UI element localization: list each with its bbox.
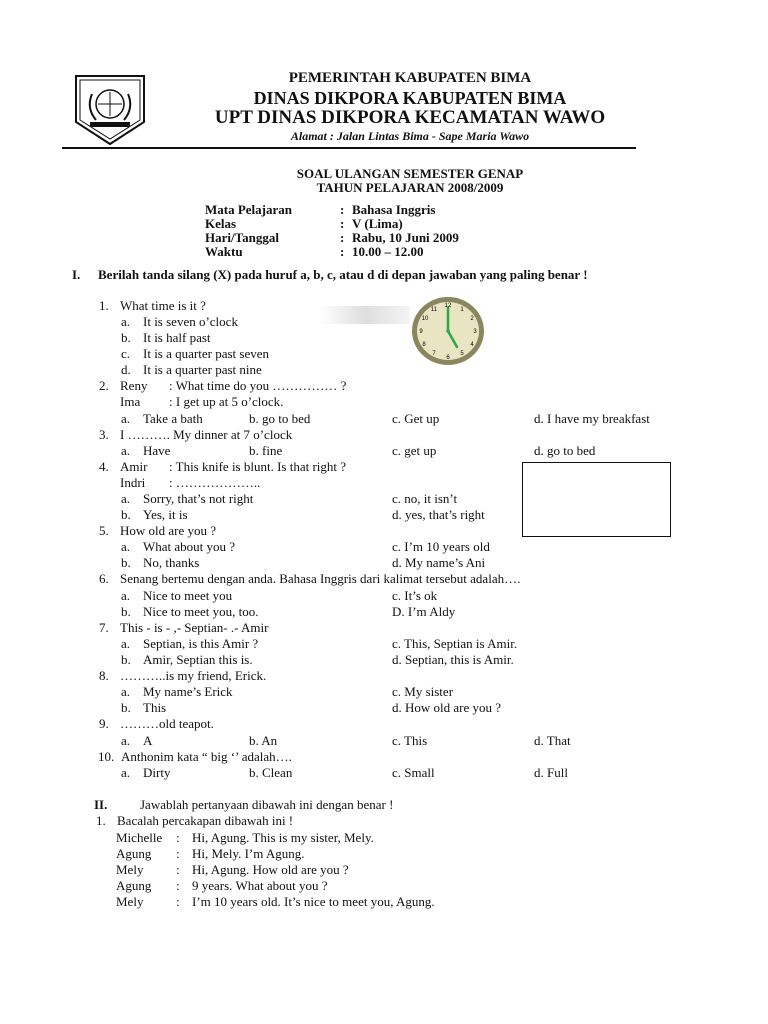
option-letter: a.	[121, 539, 131, 554]
option-text: This	[143, 700, 167, 715]
option-d: d. Septian, this is Amir.	[392, 652, 514, 667]
option-text: It is a quarter past seven	[143, 346, 269, 361]
question-text: I ………. My dinner at 7 o’clock	[120, 427, 293, 442]
clock-number: 6	[446, 355, 450, 361]
option-c: c. Get up	[392, 411, 440, 426]
option-text: My name’s Erick	[143, 684, 233, 699]
option-letter: a.	[121, 636, 131, 651]
dialog-speaker: Mely	[116, 862, 144, 877]
option-text: What about you ?	[143, 539, 236, 554]
option-d: d. go to bed	[534, 443, 596, 458]
option-text: Yes, it is	[143, 507, 188, 522]
option-letter: a.	[121, 443, 131, 458]
option-letter: c.	[121, 346, 131, 361]
speaker: Reny	[120, 378, 148, 393]
info-sep: :	[340, 230, 345, 245]
section1-number: I.	[72, 267, 81, 282]
info-sep: :	[340, 202, 345, 217]
question-number: 6.	[99, 571, 109, 586]
question-text: How old are you ?	[120, 523, 217, 538]
clock-number: 9	[419, 329, 423, 335]
option-letter: a.	[121, 733, 131, 748]
header-line1: PEMERINTAH KABUPATEN BIMA	[288, 70, 532, 86]
question-number: 10.	[98, 749, 115, 764]
dialog-line: Hi, Agung. How old are you ?	[192, 862, 349, 877]
option-text: Septian, is this Amir ?	[143, 636, 259, 651]
header-line3: UPT DINAS DIKPORA KECAMATAN WAWO	[214, 107, 606, 128]
option-text: Sorry, that’s not right	[143, 491, 254, 506]
info-sep: :	[340, 244, 345, 259]
option-b: b. fine	[249, 443, 283, 458]
option-c: c. no, it isn’t	[392, 491, 458, 506]
option-c: c. This, Septian is Amir.	[392, 636, 518, 651]
option-text: It is seven o’clock	[143, 314, 238, 329]
option-letter: b.	[121, 555, 131, 570]
info-label: Waktu	[205, 244, 243, 259]
option-letter: a.	[121, 491, 131, 506]
option-text: It is a quarter past nine	[143, 362, 262, 377]
dialog-speaker: Mely	[116, 894, 144, 909]
question-text: Bacalah percakapan dibawah ini !	[117, 813, 294, 828]
info-label: Kelas	[205, 216, 237, 231]
option-c: c. This	[392, 733, 428, 748]
speaker: Indri	[120, 475, 146, 490]
info-sep: :	[340, 216, 345, 231]
option-d: d. My name’s Ani	[392, 555, 486, 570]
option-text: Nice to meet you	[143, 588, 233, 603]
option-text: A	[143, 733, 153, 748]
question-number: 1.	[96, 813, 106, 828]
dialog-sep: :	[176, 846, 180, 861]
section2-instruction: Jawablah pertanyaan dibawah ini dengan benar !	[140, 797, 394, 812]
option-d: D. I’m Aldy	[392, 604, 456, 619]
option-text: Amir, Septian this is.	[143, 652, 253, 667]
question-text: What time is it ?	[120, 298, 206, 313]
option-letter: a.	[121, 684, 131, 699]
clock-number: 10	[421, 316, 429, 322]
section2-number: II.	[94, 797, 108, 812]
question-number: 2.	[99, 378, 109, 393]
logo	[68, 74, 152, 146]
option-letter: b.	[121, 652, 131, 667]
image-placeholder-box	[522, 462, 671, 537]
option-text: Dirty	[143, 765, 171, 780]
exam-title2: TAHUN PELAJARAN 2008/2009	[316, 180, 504, 195]
exam-title1: SOAL ULANGAN SEMESTER GENAP	[296, 166, 524, 181]
question-number: 1.	[99, 298, 109, 313]
info-value: Rabu, 10 Juni 2009	[352, 230, 459, 245]
emblem-icon	[68, 74, 152, 146]
option-b: b. Clean	[249, 765, 293, 780]
question-text: ………..is my friend, Erick.	[120, 668, 267, 683]
option-text: Nice to meet you, too.	[143, 604, 259, 619]
speaker: Ima	[120, 394, 141, 409]
header-line2: DINAS DIKPORA KABUPATEN BIMA	[253, 88, 567, 108]
speaker: Amir	[120, 459, 148, 474]
option-letter: b.	[121, 700, 131, 715]
info-label: Hari/Tanggal	[205, 230, 279, 245]
clock-number: 7	[432, 351, 436, 357]
question-text: ………old teapot.	[120, 716, 214, 731]
dialog-line: 9 years. What about you ?	[192, 878, 328, 893]
info-label: Mata Pelajaran	[205, 202, 293, 217]
option-letter: a.	[121, 765, 131, 780]
clock-number: 11	[430, 307, 438, 313]
option-letter: b.	[121, 330, 131, 345]
option-d: d. Full	[534, 765, 568, 780]
question-text: Senang bertemu dengan anda. Bahasa Inggris dari kalimat tersebut adalah….	[120, 571, 521, 586]
option-c: c. I’m 10 years old	[392, 539, 490, 554]
clock-number: 2	[470, 316, 474, 322]
clock-number: 12	[444, 303, 452, 309]
dialog-sep: :	[176, 862, 180, 877]
option-text: It is half past	[143, 330, 211, 345]
question-number: 7.	[99, 620, 109, 635]
option-c: c. Small	[392, 765, 435, 780]
question-number: 9.	[99, 716, 109, 731]
dialog-sep: :	[176, 894, 180, 909]
question-text: Anthonim kata “ big ‘’ adalah….	[121, 749, 292, 764]
header-address: Alamat : Jalan Lintas Bima - Sape Maria Wawo	[290, 129, 530, 143]
question-number: 3.	[99, 427, 109, 442]
question-number: 4.	[99, 459, 109, 474]
clock-number: 1	[460, 307, 464, 313]
dialog-speaker: Michelle	[116, 830, 163, 845]
option-d: d. yes, that’s right	[392, 507, 485, 522]
clock-number: 5	[460, 351, 464, 357]
option-b: b. An	[249, 733, 278, 748]
clock-number: 4	[470, 342, 474, 348]
info-value: Bahasa Inggris	[352, 202, 436, 217]
clock-number: 3	[473, 329, 477, 335]
clock-shadow	[320, 306, 410, 324]
option-c: c. It’s ok	[392, 588, 438, 603]
option-d: d. How old are you ?	[392, 700, 502, 715]
dialog-speaker: Agung	[116, 846, 152, 861]
dialog-sep: :	[176, 878, 180, 893]
dialog-line: Hi, Agung. This is my sister, Mely.	[192, 830, 374, 845]
option-letter: d.	[121, 362, 131, 377]
dialog-line: : This knife is blunt. Is that right ?	[169, 459, 347, 474]
clock-icon	[410, 296, 486, 366]
question-text: This - is - ,- Septian- .- Amir	[120, 620, 269, 635]
info-value: V (Lima)	[352, 216, 403, 231]
option-letter: b.	[121, 604, 131, 619]
option-text: Take a bath	[143, 411, 203, 426]
clock-image	[320, 296, 495, 368]
clock-number: 8	[422, 342, 426, 348]
option-letter: a.	[121, 411, 131, 426]
dialog-line: : I get up at 5 o’clock.	[169, 394, 284, 409]
dialog-sep: :	[176, 830, 180, 845]
question-number: 5.	[99, 523, 109, 538]
dialog-line: : What time do you …………… ?	[169, 378, 347, 393]
info-value: 10.00 – 12.00	[352, 244, 424, 259]
option-text: No, thanks	[143, 555, 200, 570]
dialog-line: : ………………..	[169, 475, 261, 490]
dialog-speaker: Agung	[116, 878, 152, 893]
section1-instruction: Berilah tanda silang (X) pada huruf a, b, c, atau d di depan jawaban yang paling benar !	[98, 267, 588, 282]
header-rule	[62, 147, 636, 149]
option-b: b. go to bed	[249, 411, 311, 426]
option-c: c. get up	[392, 443, 437, 458]
dialog-line: Hi, Mely. I’m Agung.	[192, 846, 305, 861]
option-c: c. My sister	[392, 684, 454, 699]
dialog-line: I’m 10 years old. It’s nice to meet you, Agung.	[192, 894, 435, 909]
option-letter: b.	[121, 507, 131, 522]
option-d: d. That	[534, 733, 571, 748]
option-letter: a.	[121, 314, 131, 329]
option-d: d. I have my breakfast	[534, 411, 650, 426]
option-text: Have	[143, 443, 171, 458]
question-number: 8.	[99, 668, 109, 683]
option-letter: a.	[121, 588, 131, 603]
